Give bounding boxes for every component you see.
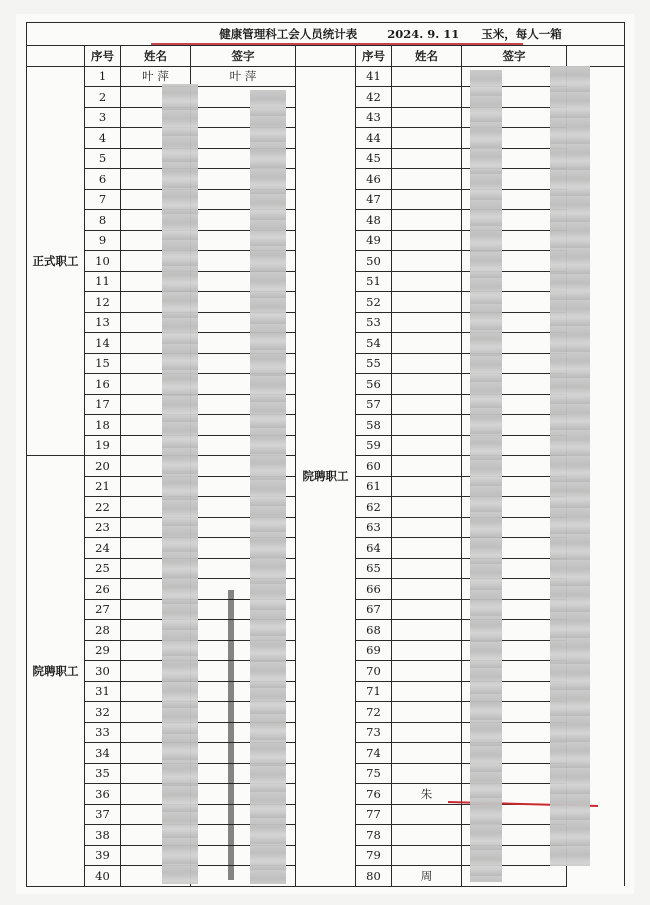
name-redaction-left <box>162 84 198 884</box>
title-red-underline <box>151 43 523 45</box>
row-number: 7 <box>85 189 121 210</box>
row-number: 73 <box>356 722 392 743</box>
table-date: 2024. 9. 11 <box>387 27 460 41</box>
row-number: 40 <box>85 866 121 887</box>
row-number: 53 <box>356 312 392 333</box>
name-cell <box>392 353 462 374</box>
name-cell <box>392 87 462 108</box>
row-number: 24 <box>85 538 121 559</box>
group-label-contract-left: 院聘职工 <box>27 456 85 887</box>
name-cell <box>392 517 462 538</box>
row-number: 14 <box>85 333 121 354</box>
row-number: 37 <box>85 804 121 825</box>
row-number: 26 <box>85 579 121 600</box>
row-number: 43 <box>356 107 392 128</box>
row-number: 22 <box>85 497 121 518</box>
row-number: 69 <box>356 640 392 661</box>
row-number: 10 <box>85 251 121 272</box>
row-number: 34 <box>85 743 121 764</box>
name-cell <box>392 435 462 456</box>
name-cell <box>392 251 462 272</box>
sign-header-right: 签字 <box>462 46 567 67</box>
name-cell <box>392 292 462 313</box>
row-number: 79 <box>356 845 392 866</box>
row-number: 67 <box>356 599 392 620</box>
name-cell <box>392 722 462 743</box>
sign-redaction-right <box>550 66 590 866</box>
margin-column-header <box>567 46 625 67</box>
row-number: 21 <box>85 476 121 497</box>
seq-header-right: 序号 <box>356 46 392 67</box>
row-number: 31 <box>85 681 121 702</box>
row-number: 48 <box>356 210 392 231</box>
row-number: 64 <box>356 538 392 559</box>
row-number: 63 <box>356 517 392 538</box>
name-cell <box>392 107 462 128</box>
row-number: 60 <box>356 456 392 477</box>
name-cell <box>392 538 462 559</box>
row-number: 45 <box>356 148 392 169</box>
name-cell <box>392 415 462 436</box>
seq-header-left: 序号 <box>85 46 121 67</box>
row-number: 66 <box>356 579 392 600</box>
row-number: 29 <box>85 640 121 661</box>
name-cell <box>392 845 462 866</box>
row-number: 70 <box>356 661 392 682</box>
row-number: 78 <box>356 825 392 846</box>
name-cell <box>392 189 462 210</box>
name-cell <box>392 743 462 764</box>
row-number: 44 <box>356 128 392 149</box>
row-number: 35 <box>85 763 121 784</box>
signature-cell: 叶 萍 <box>191 66 296 87</box>
row-number: 30 <box>85 661 121 682</box>
row-number: 80 <box>356 866 392 887</box>
group-header-left <box>27 46 85 67</box>
sign-redaction-left <box>250 90 286 884</box>
name-redaction-right <box>470 70 502 882</box>
row-number: 49 <box>356 230 392 251</box>
name-cell <box>392 763 462 784</box>
row-number: 76 <box>356 784 392 805</box>
name-header-left: 姓名 <box>121 46 191 67</box>
staff-roster-table <box>26 22 625 887</box>
name-cell <box>392 66 462 87</box>
row-number: 17 <box>85 394 121 415</box>
name-cell: 周 <box>392 866 462 887</box>
row-number: 72 <box>356 702 392 723</box>
form-sheet <box>16 14 634 894</box>
row-number: 61 <box>356 476 392 497</box>
name-cell <box>392 579 462 600</box>
row-number: 15 <box>85 353 121 374</box>
name-cell <box>392 456 462 477</box>
name-cell <box>392 804 462 825</box>
name-cell <box>392 394 462 415</box>
row-number: 3 <box>85 107 121 128</box>
row-number: 1 <box>85 66 121 87</box>
row-number: 33 <box>85 722 121 743</box>
table-title: 健康管理科工会人员统计表 <box>219 27 358 41</box>
row-number: 46 <box>356 169 392 190</box>
table-row <box>27 66 625 87</box>
row-number: 28 <box>85 620 121 641</box>
column-header-row <box>27 46 625 67</box>
row-number: 38 <box>85 825 121 846</box>
row-number: 19 <box>85 435 121 456</box>
row-number: 54 <box>356 333 392 354</box>
row-number: 68 <box>356 620 392 641</box>
group-header-right <box>296 46 356 67</box>
row-number: 9 <box>85 230 121 251</box>
row-number: 75 <box>356 763 392 784</box>
row-number: 39 <box>85 845 121 866</box>
pen-stroke-mark <box>228 590 234 880</box>
row-number: 77 <box>356 804 392 825</box>
row-number: 12 <box>85 292 121 313</box>
name-cell <box>392 620 462 641</box>
row-number: 16 <box>85 374 121 395</box>
name-cell <box>392 476 462 497</box>
row-number: 20 <box>85 456 121 477</box>
row-number: 6 <box>85 169 121 190</box>
group-label-formal: 正式职工 <box>27 66 85 456</box>
name-cell <box>392 640 462 661</box>
name-cell <box>392 271 462 292</box>
row-number: 41 <box>356 66 392 87</box>
row-number: 11 <box>85 271 121 292</box>
row-number: 56 <box>356 374 392 395</box>
row-number: 57 <box>356 394 392 415</box>
row-number: 32 <box>85 702 121 723</box>
distribution-note: 玉米，每人一箱 <box>481 27 562 41</box>
row-number: 25 <box>85 558 121 579</box>
name-cell <box>392 230 462 251</box>
row-number: 18 <box>85 415 121 436</box>
row-number: 4 <box>85 128 121 149</box>
row-number: 5 <box>85 148 121 169</box>
row-number: 71 <box>356 681 392 702</box>
row-number: 65 <box>356 558 392 579</box>
row-number: 27 <box>85 599 121 620</box>
name-header-right: 姓名 <box>392 46 462 67</box>
row-number: 55 <box>356 353 392 374</box>
row-number: 74 <box>356 743 392 764</box>
name-cell <box>392 558 462 579</box>
name-cell: 叶 萍 <box>121 66 191 87</box>
name-cell <box>392 825 462 846</box>
name-cell <box>392 661 462 682</box>
row-number: 62 <box>356 497 392 518</box>
name-cell <box>392 497 462 518</box>
name-cell <box>392 169 462 190</box>
row-number: 47 <box>356 189 392 210</box>
name-cell <box>392 333 462 354</box>
name-cell <box>392 599 462 620</box>
row-number: 23 <box>85 517 121 538</box>
name-cell <box>392 374 462 395</box>
name-cell <box>392 312 462 333</box>
row-number: 51 <box>356 271 392 292</box>
row-number: 42 <box>356 87 392 108</box>
row-number: 58 <box>356 415 392 436</box>
row-number: 8 <box>85 210 121 231</box>
row-number: 13 <box>85 312 121 333</box>
group-label-contract-right: 院聘职工 <box>296 66 356 886</box>
row-number: 2 <box>85 87 121 108</box>
name-cell <box>392 148 462 169</box>
row-number: 50 <box>356 251 392 272</box>
margin-cell <box>567 866 625 887</box>
name-cell <box>392 210 462 231</box>
row-number: 52 <box>356 292 392 313</box>
name-cell <box>392 128 462 149</box>
name-cell <box>392 702 462 723</box>
name-cell <box>392 681 462 702</box>
row-number: 59 <box>356 435 392 456</box>
sign-header-left: 签字 <box>191 46 296 67</box>
name-cell: 朱 <box>392 784 462 805</box>
row-number: 36 <box>85 784 121 805</box>
